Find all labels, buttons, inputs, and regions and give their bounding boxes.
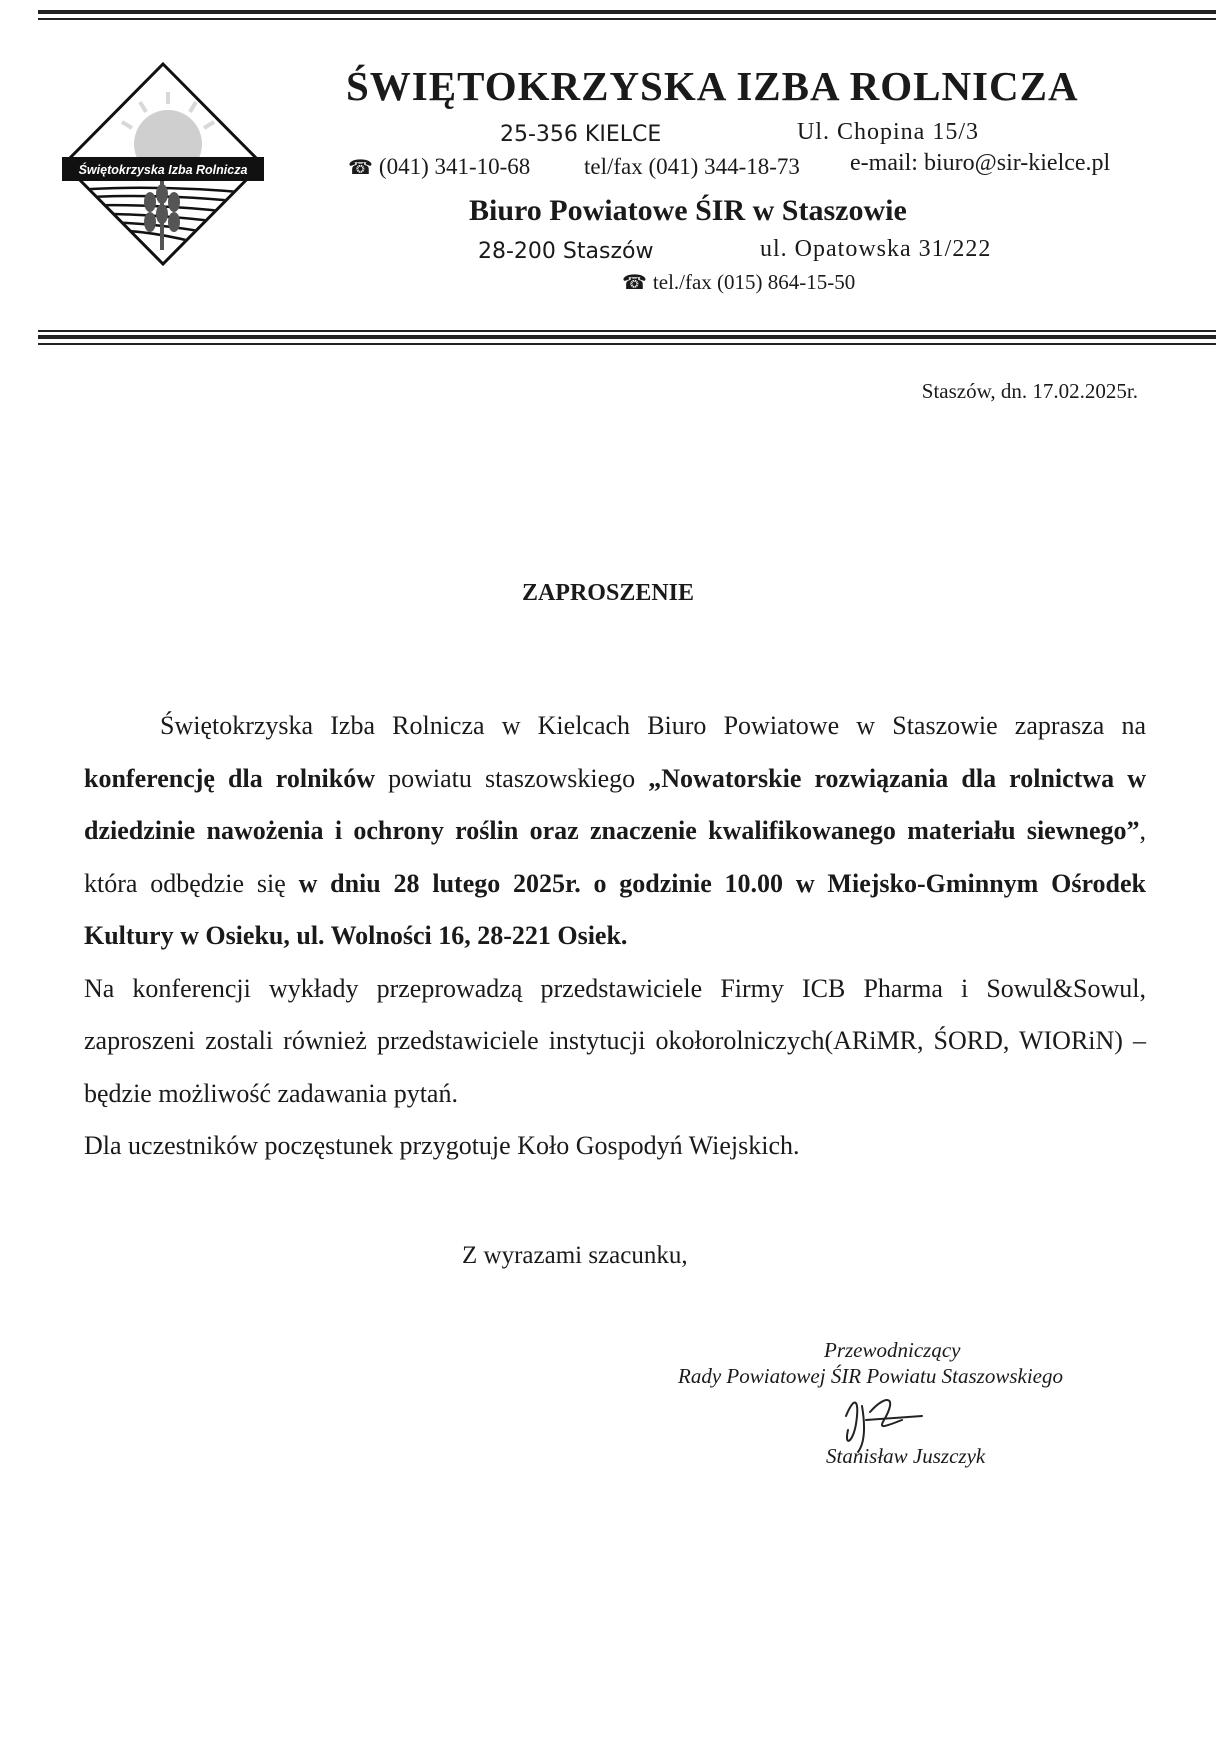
office-street: ul. Opatowska 31/222 [760,236,992,262]
org-phone: (041) 341-10-68 [378,154,531,179]
organization-name: ŚWIĘTOKRZYSKA IZBA ROLNICZA [346,63,1079,109]
signatory-council: Rady Powiatowej ŚIR Powiatu Staszowskiego [678,1364,1063,1388]
closing: Z wyrazami szacunku, [462,1242,688,1269]
paragraph-invitation [84,700,1146,963]
phone-icon: ☎ [622,272,647,294]
p1-text-c: powiatu staszowskiego [375,763,649,793]
org-email: e-mail: biuro@sir-kielce.pl [850,150,1111,176]
letter-date: Staszów, dn. 17.02.2025r. [921,379,1138,403]
signatory-name: Stanisław Juszczyk [826,1444,986,1468]
org-phone-line [348,154,530,180]
p1-conference-title: „Nowatorskie rozwiązania dla rolnictwa w dziedzinie nawożenia i ochrony roślin oraz znaczenie kwalifikowanego materiału siewnego” [84,763,1146,845]
p1-text-e: , która odbędzie się [84,816,1146,898]
office-telfax: tel./fax (015) 864-15-50 [652,270,856,294]
header-rule-thin-2 [38,343,1216,345]
office-postal: 28-200 Staszów [478,239,654,264]
paragraph-speakers: Na konferencji wykłady przeprowadzą przedstawiciele Firmy ICB Pharma i Sowul&Sowul, zaproszeni zostali również przedstawiciele instytucji okołorolniczych(ARiMR, ŚORD, WIORiN) – będzie możliwość zadawania pytań. [84,973,1146,1108]
p1-conference: konferencję dla rolników [84,763,376,793]
org-postal-city: 25-356 KIELCE [500,122,662,147]
letter-heading: ZAPROSZENIE [521,580,695,606]
header-rule-thin [38,330,1216,332]
top-rule-thin [38,18,1216,20]
letter-body [84,700,1146,1173]
signatory-title: Przewodniczący [824,1338,961,1362]
org-telfax: tel/fax (041) 344-18-73 [584,154,800,179]
office-name: Biuro Powiatowe ŚIR w Staszowie [469,194,907,227]
chamber-logo [62,62,264,266]
header-rule-thick [38,335,1216,339]
office-telfax-line [622,270,855,295]
top-rule-thick [38,10,1216,14]
logo-text: Świętokrzyska Izba Rolnicza [78,163,248,177]
org-street: Ul. Chopina 15/3 [797,119,979,145]
p1-date-place: w dniu 28 lutego 2025r. o godzinie 10.00 w Miejsko-Gminnym Ośrodek Kultury w Osieku, ul. Wolności 16, 28-221 Osiek. [84,868,1146,950]
phone-icon: ☎ [348,157,373,179]
p1-text-a: Świętokrzyska Izba Rolnicza w Kielcach Biuro Powiatowe w Staszowie zaprasza na [160,711,1146,740]
paragraph-refreshments: Dla uczestników poczęstunek przygotuje Koło Gospodyń Wiejskich. [84,1131,800,1160]
